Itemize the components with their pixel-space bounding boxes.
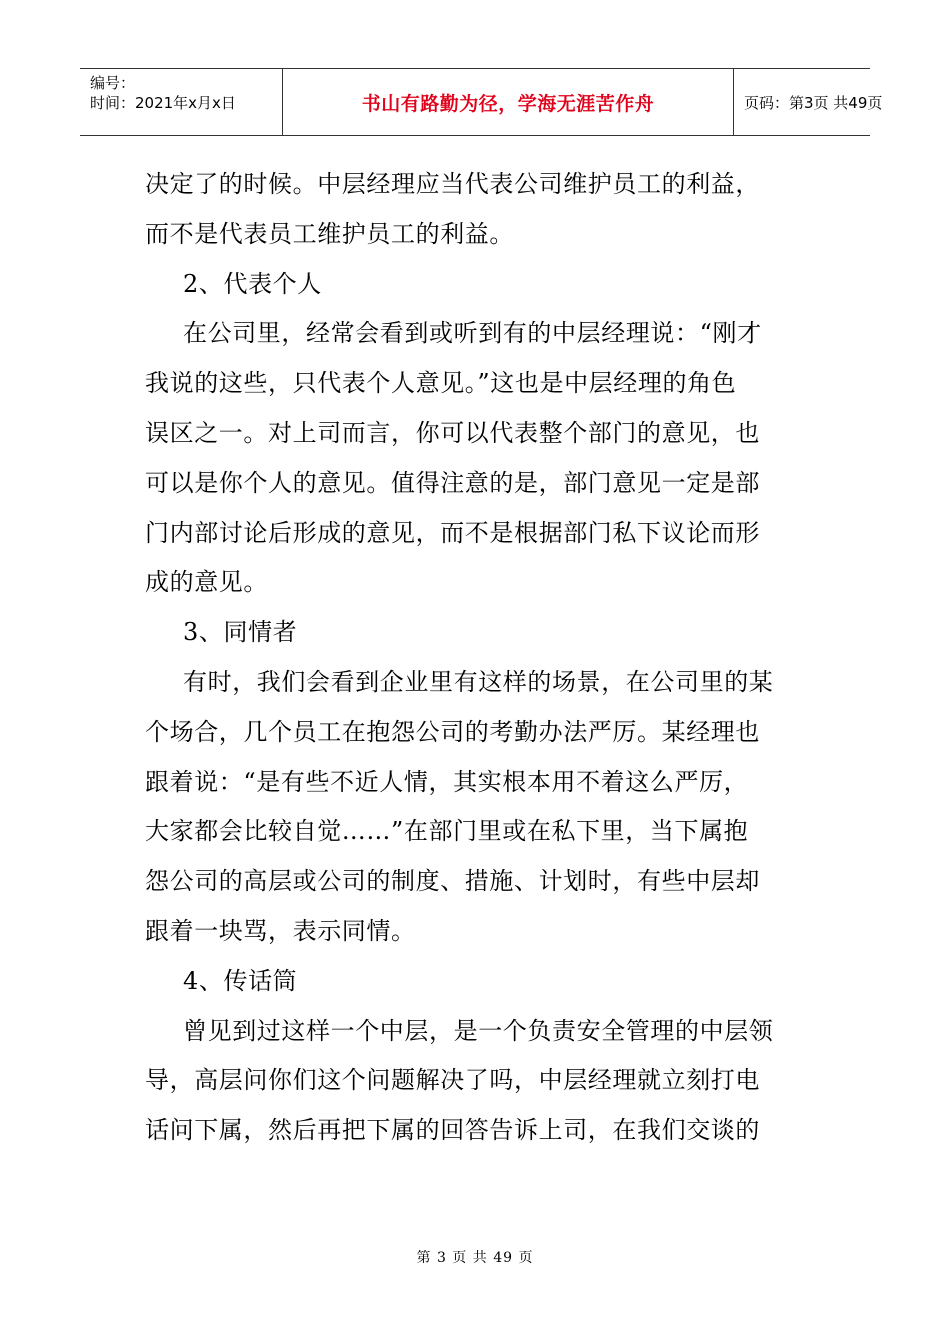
heading-text: 3、同情者 (183, 618, 298, 647)
document-number-label: 编号： (90, 74, 136, 92)
heading-text: 2、代表个人 (183, 269, 322, 298)
heading-text: 4、传话筒 (183, 966, 298, 995)
header-motto-cell (282, 69, 734, 135)
page-header (80, 68, 883, 136)
text-line: 可以是你个人的意见。值得注意的是，部门意见一定是部 (145, 468, 760, 497)
text-line: 决定了的时候。中层经理应当代表公司维护员工的利益， (145, 170, 760, 198)
text-line: 怨公司的高层或公司的制度、措施、计划时，有些中层却 (145, 867, 760, 896)
text-line: 导，高层问你们这个问题解决了吗，中层经理就立刻打电 (145, 1066, 760, 1095)
text-line: 误区之一。对上司而言，你可以代表整个部门的意见，也 (145, 418, 760, 447)
section-heading (145, 260, 805, 310)
section-heading (145, 608, 805, 658)
text-line: 跟着说：“是有些不近人情，其实根本用不着这么严厉， (145, 767, 749, 796)
text-line: 话问下属，然后再把下属的回答告诉上司，在我们交谈的 (145, 1116, 760, 1145)
header-meta (80, 69, 282, 135)
document-body (145, 160, 805, 1156)
section-heading (145, 957, 805, 1007)
text-line: 大家都会比较自觉……”在部门里或在私下里，当下属抱 (145, 817, 749, 846)
text-line: 而不是代表员工维护员工的利益。 (145, 219, 514, 248)
text-line: 有时，我们会看到企业里有这样的场景，在公司里的某 (183, 667, 774, 696)
text-line: 我说的这些，只代表个人意见。”这也是中层经理的角色 (145, 369, 737, 398)
text-line: 跟着一块骂，表示同情。 (145, 916, 416, 945)
text-line: 成的意见。 (145, 568, 268, 597)
text-line: 曾见到过这样一个中层，是一个负责安全管理的中层领 (183, 1016, 774, 1045)
paragraph-continuation (145, 160, 805, 260)
text-line: 个场合，几个员工在抱怨公司的考勤办法严厉。某经理也 (145, 717, 760, 746)
page-footer: 第 3 页 共 49 页 (416, 1250, 534, 1266)
paragraph (145, 309, 805, 608)
text-line: 门内部讨论后形成的意见，而不是根据部门私下议论而形 (145, 518, 760, 547)
document-time-label: 时间：2021年x月x日 (90, 94, 236, 112)
header-motto: 书山有路勤为径，学海无涯苦作舟 (361, 92, 655, 115)
text-line: 在公司里，经常会看到或听到有的中层经理说：“刚才 (183, 319, 762, 348)
paragraph (145, 1007, 805, 1156)
header-page-info: 页码：第3页 共49页 (744, 93, 883, 112)
paragraph (145, 658, 805, 957)
